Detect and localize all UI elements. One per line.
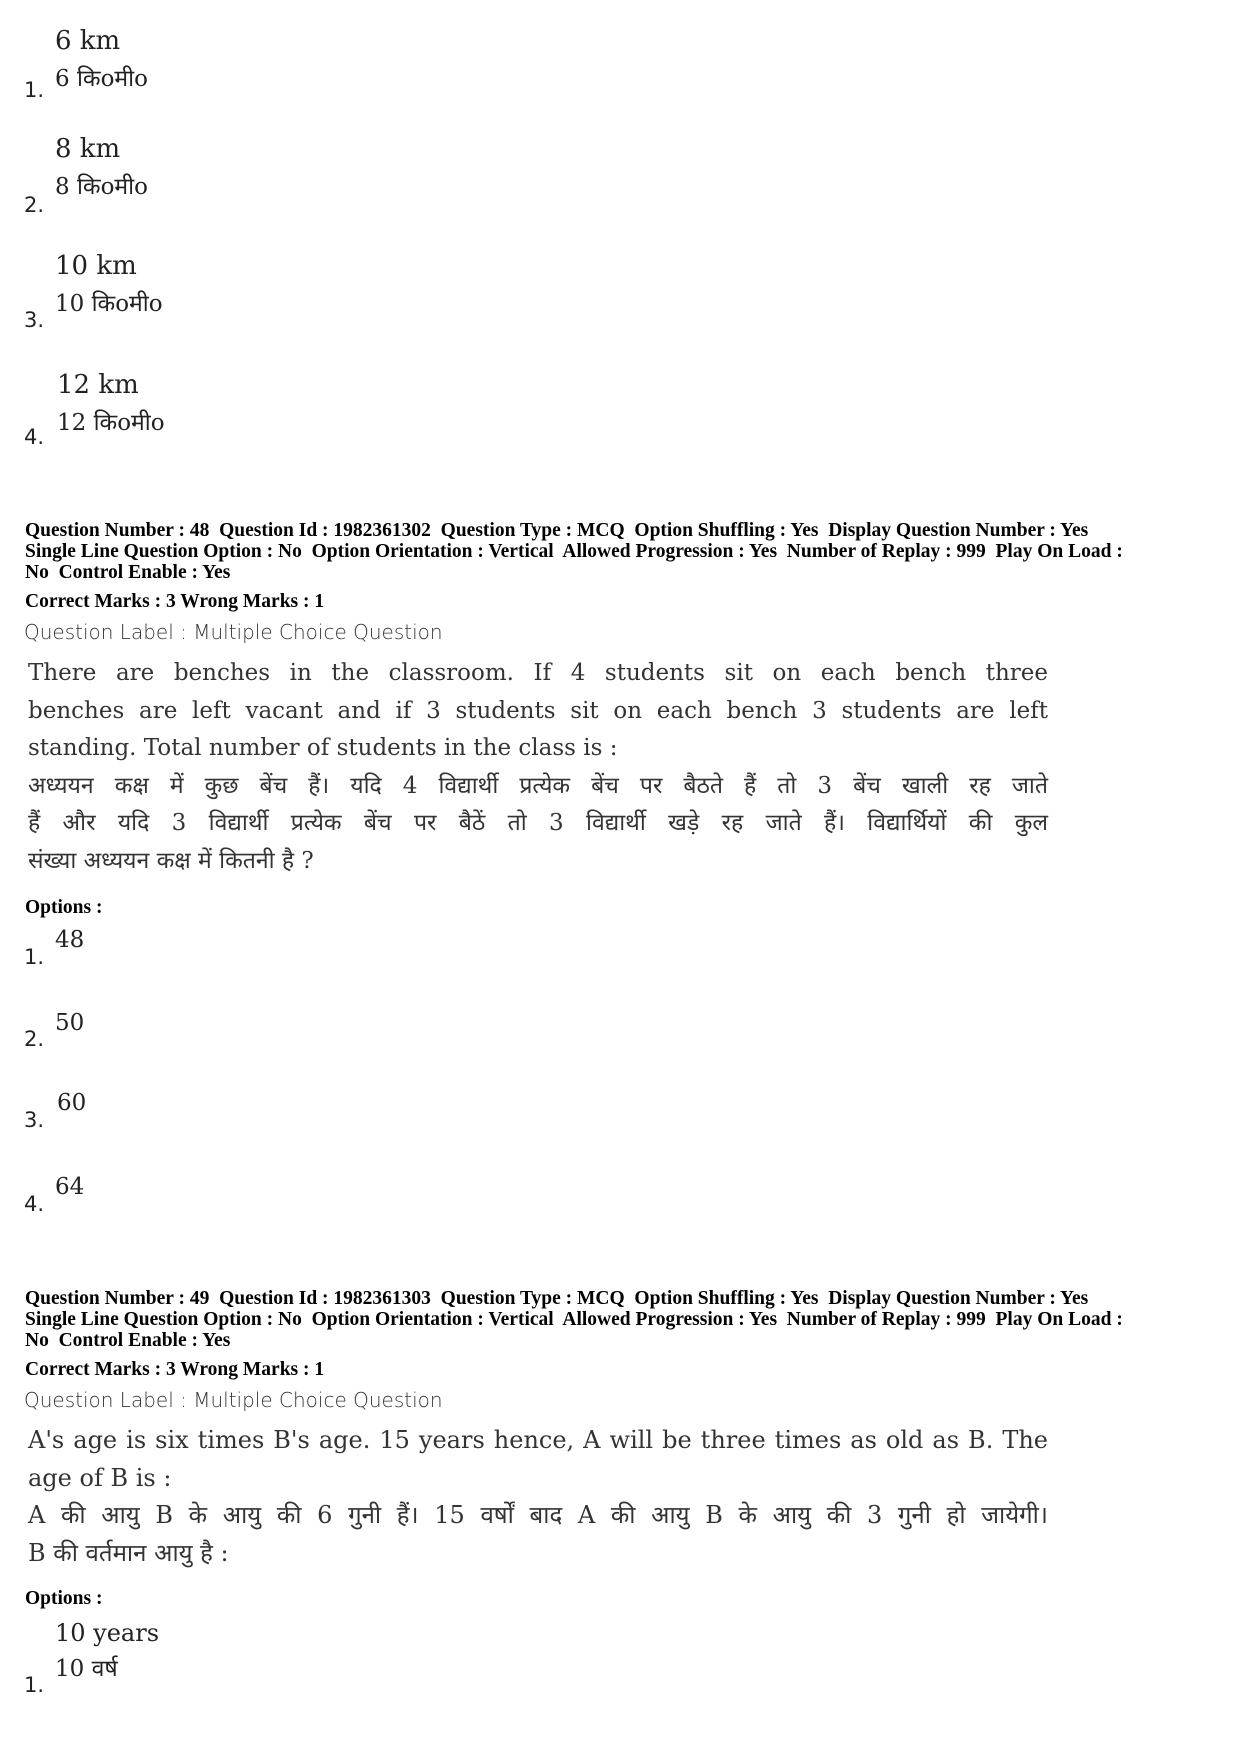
q48-text-hi-line-1: अध्ययन कक्ष में कुछ बेंच हैं। यदि 4 विद्यार्थी प्रत्येक बेंच पर बैठते हैं तो 3 बेंच खाली रह जाते <box>28 772 1048 799</box>
q48-text-en-line-2: benches are left vacant and if 3 students sit on each bench 3 students are left <box>28 697 1048 724</box>
q49-marks: Correct Marks : 3 Wrong Marks : 1 <box>25 1359 325 1380</box>
q48-text-en-line-3: standing. Total number of students in the class is : <box>28 735 618 761</box>
prev-option-4-hi: 12 किоमीо <box>57 410 165 436</box>
q49-question-text <box>28 1422 1048 1572</box>
q48-text-en-line-1: There are benches in the classroom. If 4 students sit on each bench three <box>28 660 1048 686</box>
prev-option-2-hi: 8 किоमीо <box>55 174 148 200</box>
q49-text-hi-line-2: B की वर्तमान आयु है : <box>28 1538 229 1567</box>
q49-question-label: Question Label : Multiple Choice Question <box>24 1388 443 1412</box>
q49-meta-line-1: Question Number : 49 Question Id : 1982361303 Question Type : MCQ Option Shuffling : Yes Display Question Number : Yes <box>25 1288 1089 1309</box>
q48-meta-line-3: No Control Enable : Yes <box>25 562 231 583</box>
q48-option-1-number: 1. <box>24 945 45 969</box>
q49-text-en-line-1: A's age is six times B's age. 15 years hence, A will be three times as old as B. The <box>28 1426 1048 1454</box>
q49-option-1-en: 10 years <box>55 1619 160 1647</box>
q48-question-text <box>28 655 1048 880</box>
prev-option-1-hi: 6 किоमीо <box>55 66 148 92</box>
prev-option-2-en: 8 km <box>55 134 121 164</box>
q49-meta-line-2: Single Line Question Option : No Option Orientation : Vertical Allowed Progression : Yes Number of Replay : 999 Play On Load : <box>25 1309 1123 1330</box>
prev-option-2-number: 2. <box>24 193 45 217</box>
q49-option-1-hi: 10 वर्ष <box>55 1656 118 1682</box>
q48-marks: Correct Marks : 3 Wrong Marks : 1 <box>25 591 325 612</box>
q49-options-heading: Options : <box>25 1588 103 1609</box>
q48-option-2-number: 2. <box>24 1027 45 1051</box>
prev-option-3-en: 10 km <box>55 251 137 281</box>
q48-option-2-value: 50 <box>55 1010 85 1036</box>
q49-text-en-line-2: age of B is : <box>28 1463 172 1492</box>
q49-option-1-number: 1. <box>24 1673 45 1697</box>
q48-option-3-value: 60 <box>57 1090 87 1116</box>
q48-text-hi-line-2: हैं और यदि 3 विद्यार्थी प्रत्येक बेंच पर बैठें तो 3 विद्यार्थी खड़े रह जाते हैं। विद्यार्थियों की कुल <box>28 810 1048 836</box>
q48-option-1-value: 48 <box>55 927 85 953</box>
prev-option-3-number: 3. <box>24 308 45 332</box>
q48-option-4-value: 64 <box>55 1174 85 1200</box>
q49-meta-line-3: No Control Enable : Yes <box>25 1330 231 1351</box>
q48-meta-line-1: Question Number : 48 Question Id : 1982361302 Question Type : MCQ Option Shuffling : Yes Display Question Number : Yes <box>25 520 1089 541</box>
q48-meta-line-2: Single Line Question Option : No Option Orientation : Vertical Allowed Progression : Yes Number of Replay : 999 Play On Load : <box>25 541 1123 562</box>
prev-option-3-hi: 10 किоमीо <box>55 291 163 317</box>
q48-question-label: Question Label : Multiple Choice Question <box>24 620 443 644</box>
prev-option-4-number: 4. <box>24 425 45 449</box>
prev-option-1-number: 1. <box>24 78 45 102</box>
prev-option-4-en: 12 km <box>57 370 139 400</box>
q48-text-hi-line-3: संख्या अध्ययन कक्ष में कितनी है ? <box>28 847 314 874</box>
q48-option-4-number: 4. <box>24 1192 45 1216</box>
prev-option-1-en: 6 km <box>55 26 121 56</box>
q49-text-hi-line-1: A की आयु B के आयु की 6 गुनी हैं। 15 वर्षों बाद A की आयु B के आयु की 3 गुनी हो जायेगी। <box>28 1501 1048 1529</box>
q48-options-heading: Options : <box>25 897 103 918</box>
q48-option-3-number: 3. <box>24 1108 45 1132</box>
